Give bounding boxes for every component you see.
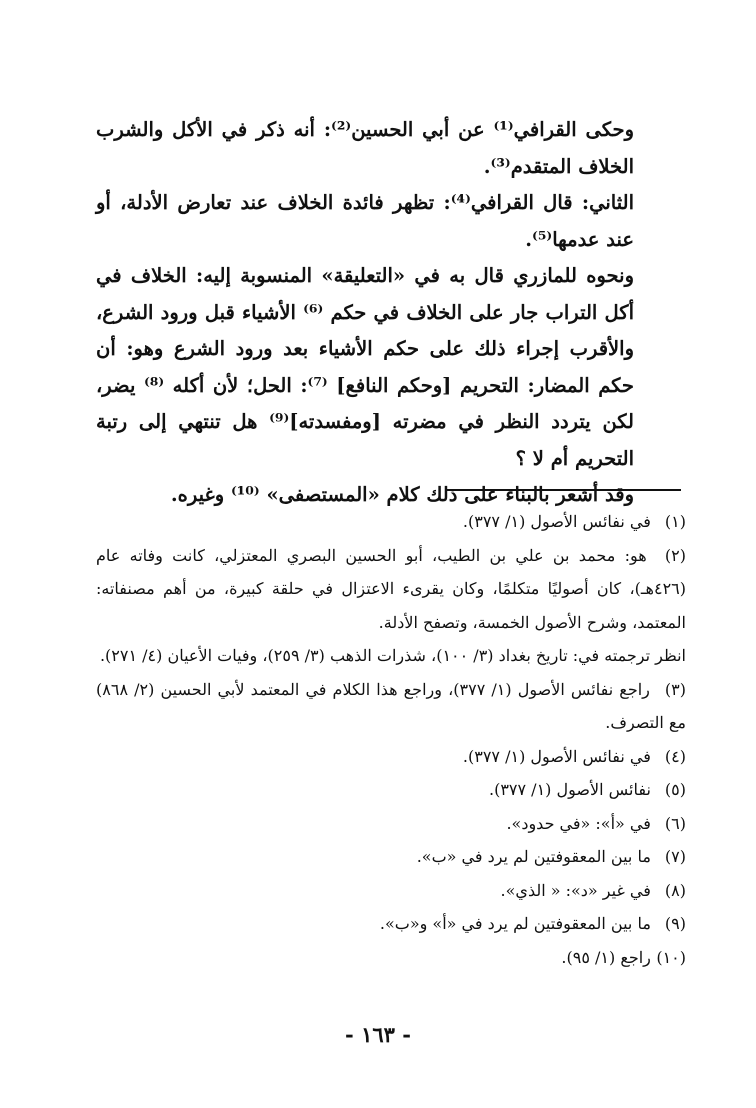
footnote-2 [96, 539, 686, 640]
footnote-divider [445, 489, 681, 491]
page-number: - ١٦٣ - [345, 1022, 411, 1047]
footnote-text: راجع نفائس الأصول (١/ ٣٧٧)، وراجع هذا الكلام في المعتمد لأبي الحسين (٢/ ٨٦٨) مع التصرف. [96, 679, 686, 732]
paragraph-2: الثاني: قال القرافي⁽⁴⁾: تظهر فائدة الخلاف عند تعارض الأدلة، أو عند عدمها⁽⁵⁾. [96, 191, 634, 251]
footnote-number: (٥) [664, 780, 686, 799]
footnote-number: (١) [664, 512, 686, 531]
footnote-text: في نفائس الأصول (١/ ٣٧٧). [462, 512, 651, 531]
footnote-text: راجع (١/ ٩٥). [561, 947, 651, 967]
footnote-number: (١٠) [656, 947, 686, 967]
footnotes [96, 505, 686, 974]
footnote-number: (٨) [664, 880, 686, 900]
footnote-6 [96, 807, 686, 841]
footnote-text: في «أ»: «في حدود». [506, 813, 651, 833]
footnote-number: (٩) [664, 914, 686, 933]
footnote-number: (٣) [664, 679, 687, 699]
footnote-text: ما بين المعقوفتين لم يرد في «ب». [416, 847, 651, 866]
footnote-number: (٦) [664, 813, 686, 833]
footnote-number: (٢) [664, 545, 686, 565]
footnote-text: نفائس الأصول (١/ ٣٧٧). [488, 780, 651, 799]
footnote-number: (٤) [664, 746, 686, 766]
footnote-8 [96, 874, 686, 908]
footnote-text: في غير «د»: « الذي». [500, 880, 651, 900]
main-text [96, 112, 682, 514]
footnote-text: هو: محمد بن علي بن الطيب، أبو الحسين البصري المعتزلي، كانت وفاته عام (٤٢٦هـ)، كان أصوليًا متكلمًا، وكان يقرىء الاعتزال في حلقة كبيرة، من أهم مصنفاته: المعتمد، وشرح الأصول الخمسة، وتصفح الأدلة. [96, 545, 686, 632]
paragraph-1: وحكى القرافي⁽¹⁾ عن أبي الحسين⁽²⁾: أنه ذكر في الأكل والشرب الخلاف المتقدم⁽³⁾. [96, 118, 634, 178]
footnote-2-reference: انظر ترجمته في: تاريخ بغداد (٣/ ١٠٠)، شذرات الذهب (٣/ ٢٥٩)، وفيات الأعيان (٤/ ٢٧١). [99, 646, 686, 665]
footnote-text: في نفائس الأصول (١/ ٣٧٧). [462, 746, 651, 766]
paragraph-4: وقد أشعر بالبناء على ذلك كلام «المستصفى» ⁽¹⁰⁾ وغيره. [170, 483, 634, 506]
footnote-7 [96, 840, 686, 874]
footnote-4 [96, 740, 686, 774]
footnote-9 [96, 907, 686, 941]
footnote-5 [96, 773, 686, 807]
paragraph-3: ونحوه للمازري قال به في «التعليقة» المنسوبة إليه: الخلاف في أكل التراب جار على الخلاف في حكم ⁽⁶⁾ الأشياء قبل ورود الشرع، والأقرب إجراء ذلك على حكم الأشياء بعد ورود الشرع وهو: أن حكم المضار: التحريم [وحكم النافع] ⁽⁷⁾: الحل؛ لأن أكله ⁽⁸⁾ يضر، لكن يتردد النظر في مضرته [ومفسدته]⁽⁹⁾ هل تنتهي إلى رتبة التحريم أم لا ؟ [96, 264, 634, 470]
footnote-text: ما بين المعقوفتين لم يرد في «أ» و«ب». [379, 914, 651, 933]
footnote-number: (٧) [664, 847, 686, 866]
footnote-1 [96, 505, 686, 539]
footnote-10 [96, 941, 686, 975]
footnote-3 [96, 673, 686, 740]
